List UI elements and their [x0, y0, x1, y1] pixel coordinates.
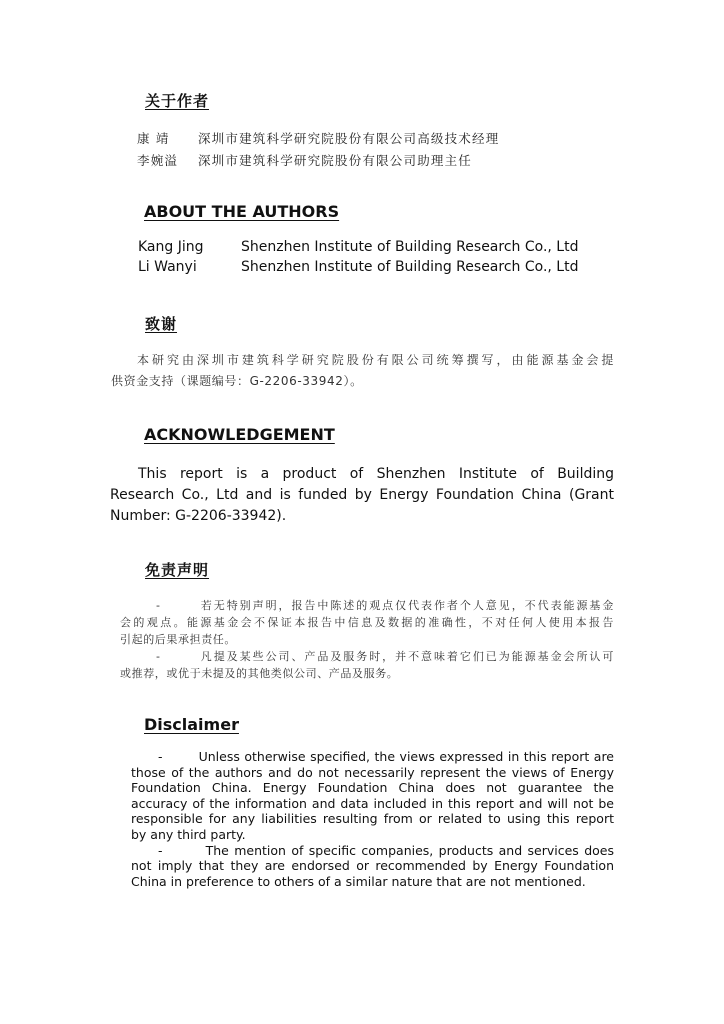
author-row-cn	[137, 151, 499, 173]
paragraph-line: - Unless otherwise specified, the views expressed in this report are	[158, 749, 614, 764]
paragraph-line: - 凡提及某些公司、产品及服务时，并不意味着它们已为能源基金会所认可	[156, 650, 614, 663]
paragraph-line: those of the authors and do not necessarily represent the views of Energy	[131, 764, 614, 780]
paragraph-line: - 若无特别声明，报告中陈述的观点仅代表作者个人意见，不代表能源基金	[156, 599, 614, 612]
paragraph-line: - The mention of specific companies, products and services does	[158, 842, 614, 858]
paragraph-line: Foundation China. Energy Foundation China does not guarantee the	[131, 780, 614, 796]
author-name: 李婉溢	[137, 153, 179, 168]
paragraph-line: Research Co., Ltd and is funded by Energy Foundation China (Grant	[110, 487, 614, 503]
disclaimer-cn-heading: 免责声明	[145, 561, 210, 579]
author-name: Li Wanyi	[138, 259, 197, 275]
author-affiliation: 深圳市建筑科学研究院股份有限公司高级技术经理	[198, 131, 500, 146]
paragraph-line: 引起的后果承担责任。	[120, 633, 236, 646]
about-authors-cn-heading: 关于作者	[145, 92, 210, 110]
paragraph-line: 会的观点。能源基金会不保证本报告中信息及数据的准确性，不对任何人使用本报告	[120, 616, 614, 629]
disclaimer-heading: Disclaimer	[144, 715, 239, 734]
paragraph-line: by any third party.	[131, 826, 246, 842]
paragraph-line: 本研究由深圳市建筑科学研究院股份有限公司统筹撰写，由能源基金会提	[137, 353, 614, 367]
paragraph-line: This report is a product of Shenzhen Institute of Building	[138, 466, 614, 482]
author-row-cn	[137, 129, 499, 151]
author-affiliation: Shenzhen Institute of Building Research Co., Ltd	[241, 239, 579, 255]
author-row-en	[138, 239, 578, 259]
author-affiliation: Shenzhen Institute of Building Research Co., Ltd	[241, 259, 579, 275]
author-list-cn	[137, 129, 499, 173]
author-list-en	[138, 239, 578, 279]
disclaimer-cn-text	[120, 597, 614, 682]
acknowledgement-heading: ACKNOWLEDGEMENT	[144, 425, 335, 444]
author-name: Kang Jing	[138, 239, 204, 255]
paragraph-line: 或推荐，或优于未提及的其他类似公司、产品及服务。	[120, 667, 399, 680]
paragraph-line: Number: G-2206-33942).	[110, 508, 287, 524]
author-row-en	[138, 259, 578, 279]
acknowledgement-cn-heading: 致谢	[145, 315, 178, 333]
paragraph-line: China in preference to others of a similar nature that are not mentioned.	[131, 873, 586, 889]
paragraph-line: not imply that they are endorsed or recommended by Energy Foundation	[131, 858, 614, 874]
author-affiliation: 深圳市建筑科学研究院股份有限公司助理主任	[198, 153, 473, 168]
about-authors-heading: ABOUT THE AUTHORS	[144, 202, 340, 221]
paragraph-line: accuracy of the information and data included in this report and will not be	[131, 795, 614, 811]
acknowledgement-text	[110, 464, 614, 527]
paragraph-line: responsible for any liabilities resulting from or related to using this report	[131, 811, 614, 827]
author-name: 康 靖	[137, 131, 170, 146]
acknowledgement-cn-text	[111, 350, 614, 392]
disclaimer-text	[131, 749, 614, 889]
paragraph-line: 供资金支持（课题编号：G-2206-33942）。	[111, 374, 363, 388]
